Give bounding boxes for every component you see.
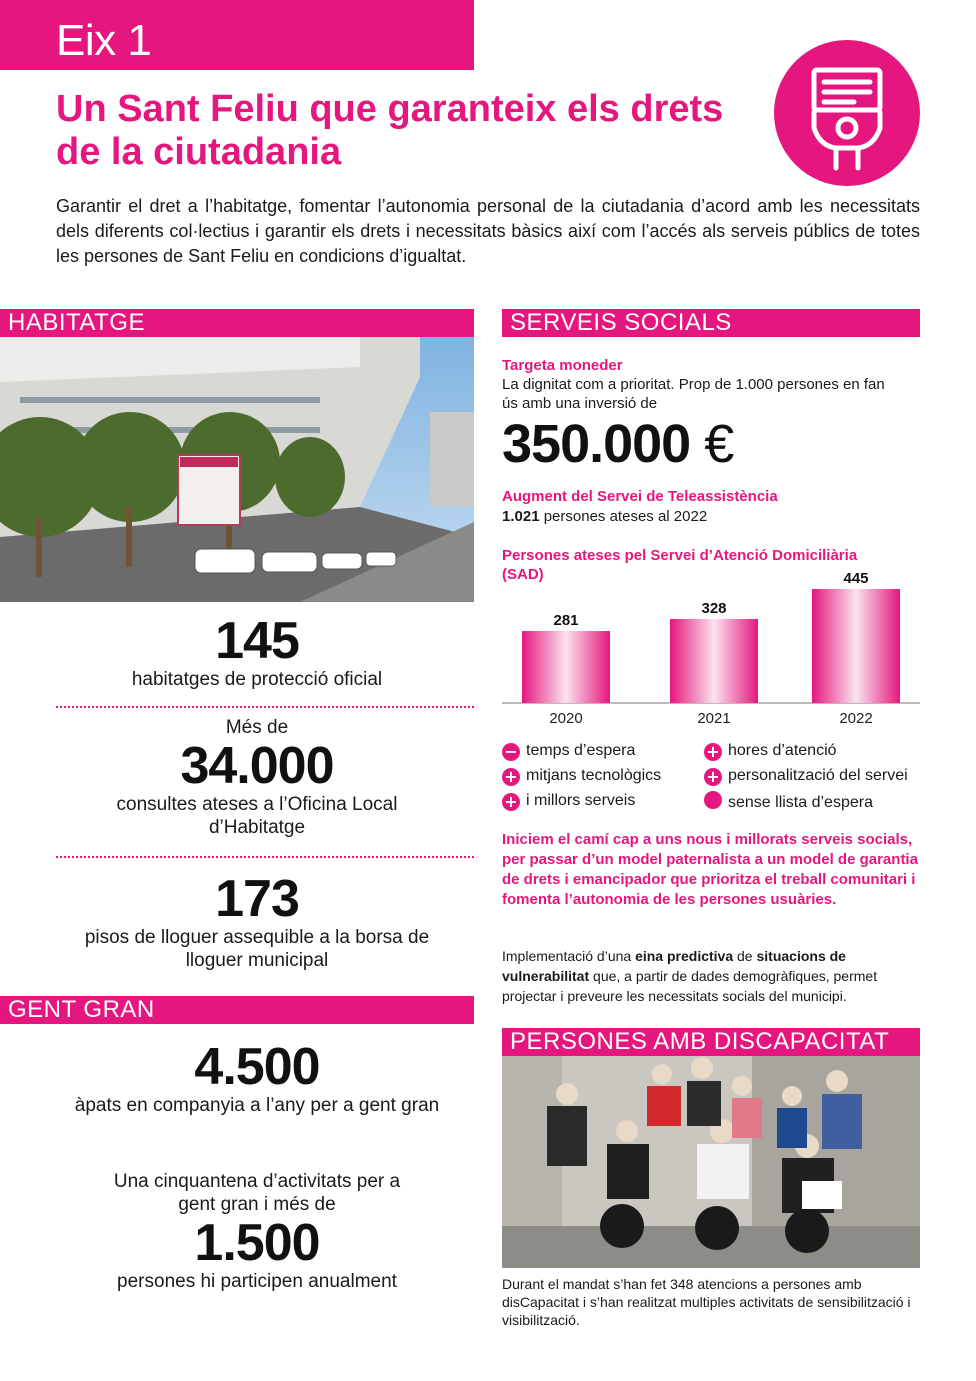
legend-item [502,791,635,811]
intro-paragraph: Garantir el dret a l’habitatge, fomentar l’autonomia personal de la ciutadania d’acord amb les necessitats dels diferents col·lectius i garantir els drets i necessitats bàsics així com l’accés als serveis públics de totes les persones de Sant Feliu en condicions d’igualtat. [56,196,920,266]
stat-pisos [40,872,474,972]
disability-group-photo [502,1056,920,1268]
filled-circle-icon [704,791,722,809]
stat-habitatges [40,614,474,691]
legend-label: mitjans tecnològics [526,767,662,784]
plus-circle-icon: + [502,768,520,786]
minus-circle-icon: − [502,743,520,761]
bar-value-label: 281 [553,611,579,629]
teleassistencia-title: Augment del Servei de Teleassistència [502,488,778,505]
x-tick-label: 2022 [839,710,873,727]
legend-label: hores d’atenció [728,742,837,759]
stat-label: àpats en companyia a l’any per a gent gran [74,1095,440,1116]
stat-value: 173 [215,870,299,928]
investment-amount [502,414,733,474]
stat-value: 1.500 [194,1214,320,1272]
text-bold: situacions de vulnerabilitat [502,948,846,984]
dotted-separator [56,706,474,708]
section-header-gent-gran [0,996,474,1024]
housing-building-photo [0,337,474,602]
stat-value: 145 [215,612,299,670]
legend-item [502,741,635,761]
serveis-socials-statement: Iniciem el camí cap a uns nous i millorats serveis socials, per passar d’un model paternalista a un model de garantia de drets i emancipador que prioritza el treball comunitari i fomenta l’autonomia de les persones usuàries. [502,831,918,908]
header-bar [0,0,474,70]
section-title: GENT GRAN [8,996,155,1023]
legend-label: i millors serveis [526,792,636,809]
teleassistencia-text: persones ateses al 2022 [543,508,708,525]
sad-chart-title: Persones ateses pel Servei d’Atenció Domiciliària (SAD) [502,547,858,583]
sad-bar-chart [502,560,920,730]
section-header-habitatge [0,309,474,337]
stat-label: habitatges de protecció oficial [131,669,383,690]
teleassistencia-number: 1.021 [502,508,540,525]
stat-activitats [40,1170,474,1293]
legend-label: sense llista d’espera [728,794,873,811]
text-part: de [733,948,757,964]
bar-value-label: 445 [843,569,869,587]
bar-2020 [522,631,610,703]
stat-label: pisos de lloguer assequible a la borsa de lloguer municipal [84,927,430,971]
dotted-separator [56,856,474,858]
legend-label: temps d’espera [526,742,636,759]
text-part: que, a partir de dades demogràfiques, permet projectar i preveure les necessitats socials del municipi. [502,968,878,1004]
x-tick-label: 2021 [697,710,731,727]
section-title: SERVEIS SOCIALS [510,309,732,336]
stat-prefix: Una cinquantena d’activitats per a gent gran i més de [113,1171,401,1215]
targeta-text: La dignitat com a prioritat. Prop de 1.000 persones en fan ús amb una inversió de [502,376,885,412]
plus-circle-icon: + [704,743,722,761]
section-header-discapacitat [502,1028,920,1056]
section-header-serveis-socials [502,309,920,337]
section-title: PERSONES AMB DISCAPACITAT [510,1028,890,1055]
bar-2021 [670,619,758,703]
bar-2022 [812,589,900,703]
stat-prefix: Més de [225,717,289,738]
x-tick-label: 2020 [549,710,583,727]
section-title: HABITATGE [8,309,145,336]
stat-value: 34.000 [180,737,334,795]
text-bold: eina predictiva [635,948,734,964]
stat-label: consultes ateses a l’Oficina Local d’Habitatge [116,794,398,838]
targeta-title: Targeta moneder [502,357,623,374]
discapacitat-caption: Durant el mandat s’han fet 348 atencions a persones amb disCapacitat i s’han realitzat multiples activitats de sensibilització i visibilització. [502,1276,911,1328]
legend-item [704,766,908,786]
legend-item [704,791,873,813]
stat-value: 4.500 [194,1038,320,1096]
money-value: 350.000 [502,414,691,474]
text-part: Implementació d’una [502,948,636,964]
money-currency: € [704,414,734,474]
eix-label: Eix 1 [56,16,152,65]
stat-apats [40,1040,474,1117]
teleassistencia-line [502,507,707,526]
stat-label: persones hi participen anualment [117,1271,397,1292]
legend-item [704,741,837,761]
page-title: Un Sant Feliu que garanteix els drets de la ciutadania [56,88,724,173]
plus-circle-icon: + [704,768,722,786]
legend-label: personalització del servei [728,767,908,784]
person-holding-banner-icon [774,40,920,186]
predictive-tool-paragraph [502,946,920,1006]
stat-consultes [40,716,474,839]
legend-item [502,766,661,786]
bar-value-label: 328 [701,599,727,617]
plus-circle-icon: + [502,793,520,811]
